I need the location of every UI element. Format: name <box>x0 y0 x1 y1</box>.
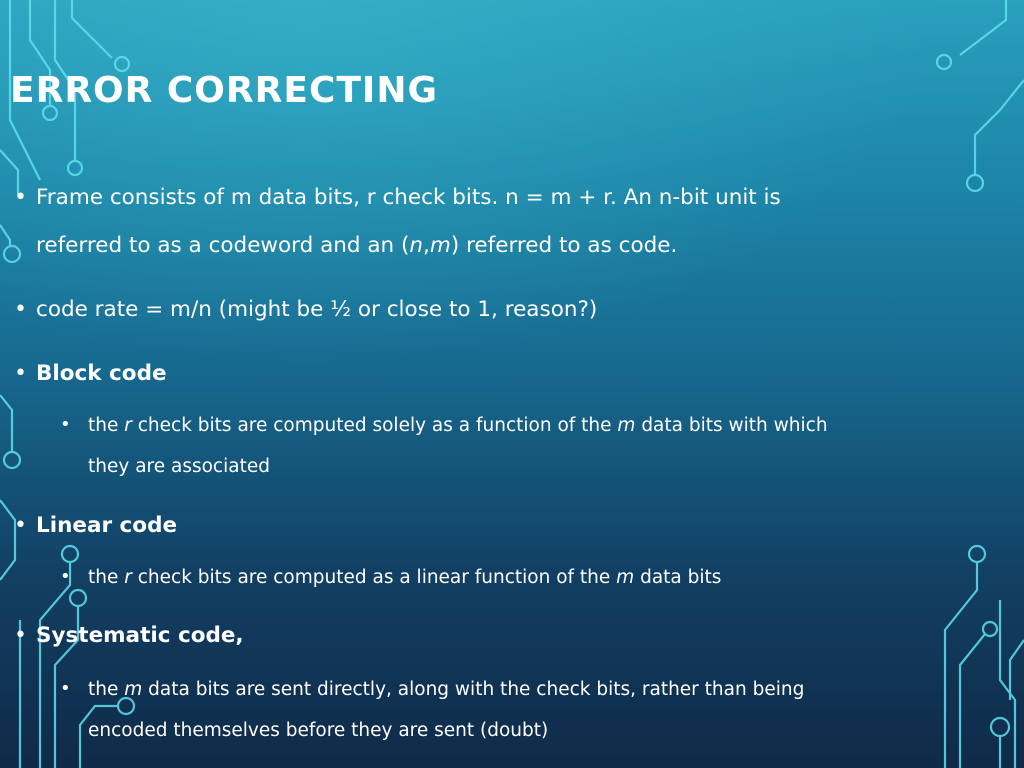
sub-bullet-block-line2: they are associated <box>88 456 270 477</box>
bullet-dot-icon: • <box>14 297 27 322</box>
bullet-code-rate-text: code rate = m/n (might be ½ or close to 1, reason?) <box>36 297 598 322</box>
sub-bullet-systematic-code <box>60 669 804 751</box>
bullet-dot-icon: • <box>14 623 27 648</box>
sub-bullet-block-line1: the r check bits are computed solely as a function of the m data bits with which <box>88 415 828 436</box>
bullet-dot-icon: • <box>14 361 27 386</box>
bullet-code-rate <box>14 286 597 334</box>
bullet-linear-code <box>14 502 177 550</box>
bullet-systematic-code-heading: Systematic code, <box>36 623 244 648</box>
sub-bullet-systematic-line1: the m data bits are sent directly, along with the check bits, rather than being <box>88 679 805 700</box>
bullet-block-code-heading: Block code <box>36 361 167 386</box>
bullet-frame-line1: Frame consists of m data bits, r check bits. n = m + r. An n-bit unit is <box>36 185 781 210</box>
bullet-systematic-code <box>14 612 244 660</box>
sub-bullet-block-code <box>60 405 828 487</box>
sub-bullet-systematic-line2: encoded themselves before they are sent (doubt) <box>88 720 549 741</box>
sub-bullet-linear-line1: the r check bits are computed as a linear function of the m data bits <box>88 567 722 588</box>
sub-bullet-dot-icon: • <box>60 566 71 587</box>
sub-bullet-dot-icon: • <box>60 678 71 699</box>
bullet-dot-icon: • <box>14 513 27 538</box>
bullet-frame <box>14 174 781 270</box>
bullet-dot-icon: • <box>14 185 27 210</box>
slide-title: ERROR CORRECTING <box>10 70 438 111</box>
bullet-frame-line2: referred to as a codeword and an (n,m) referred to as code. <box>36 233 678 258</box>
sub-bullet-dot-icon: • <box>60 414 71 435</box>
bullet-linear-code-heading: Linear code <box>36 513 178 538</box>
sub-bullet-linear-code <box>60 557 721 598</box>
bullet-block-code <box>14 350 167 398</box>
